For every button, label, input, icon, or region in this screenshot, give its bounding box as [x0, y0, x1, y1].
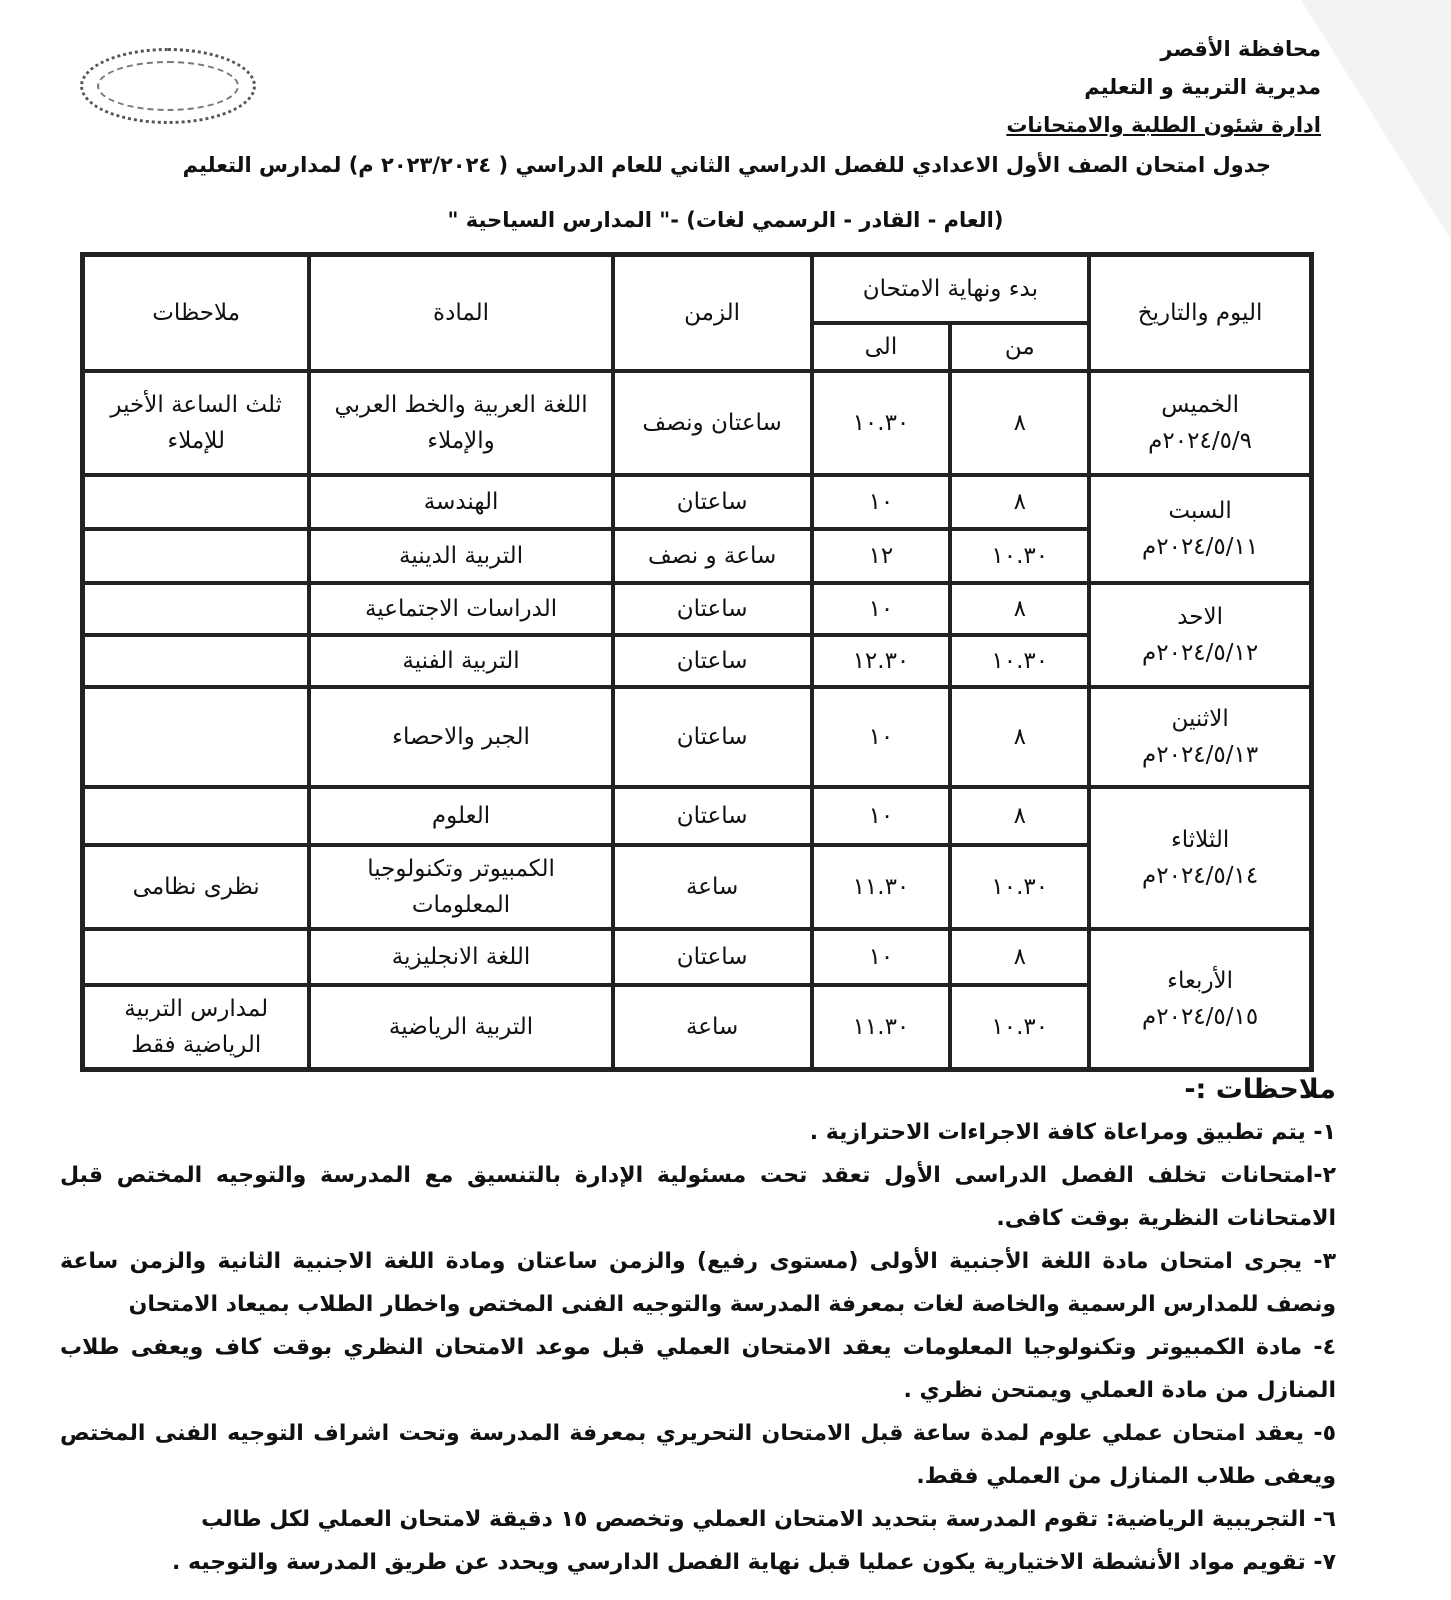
remarks-cell: ثلث الساعة الأخير للإملاء	[83, 371, 309, 475]
notes-heading: ملاحظات :-	[1184, 1074, 1336, 1105]
day-date-cell	[1089, 475, 1311, 583]
subject-cell: الدراسات الاجتماعية	[309, 583, 612, 635]
exam-date: ٢٠٢٤/٥/١٤م	[1141, 863, 1259, 889]
department: ادارة شئون الطلبة والامتحانات	[1006, 113, 1321, 137]
day-date-cell	[1089, 687, 1311, 787]
exam-date: ٢٠٢٤/٥/١٣م	[1141, 742, 1259, 768]
end-time-cell: ١٠	[812, 787, 951, 845]
notes-section	[60, 1068, 1336, 1584]
end-time-cell: ١١.٣٠	[812, 985, 951, 1069]
duration-cell: ساعتان	[613, 929, 812, 985]
subject-cell: الجبر والاحصاء	[309, 687, 612, 787]
duration-cell: ساعة	[613, 985, 812, 1069]
duration-cell: ساعتان	[613, 475, 812, 529]
subject-cell: الهندسة	[309, 475, 612, 529]
duration-cell: ساعتان ونصف	[613, 371, 812, 475]
remarks-cell	[83, 929, 309, 985]
table-row	[83, 787, 1311, 845]
start-time-cell: ١٠.٣٠	[950, 845, 1089, 929]
header-subject: المادة	[309, 255, 612, 371]
exam-date: ٢٠٢٤/٥/٩م	[1148, 428, 1253, 454]
start-time-cell: ٨	[950, 787, 1089, 845]
day-name: السبت	[1168, 498, 1232, 524]
start-time-cell: ٨	[950, 583, 1089, 635]
day-name: الأربعاء	[1167, 968, 1234, 994]
table-header-row	[83, 255, 1311, 323]
note-item: ٤- مادة الكمبيوتر وتكنولوجيا المعلومات يعقد الامتحان العملي قبل موعد الامتحان النظري بوقت كاف ويعفى طلاب المنازل من مادة العملي ويمتحن نظري .	[60, 1335, 1336, 1403]
table-row	[83, 687, 1311, 787]
end-time-cell: ١٠	[812, 929, 951, 985]
subject-cell: التربية الفنية	[309, 635, 612, 687]
end-time-cell: ١٠.٣٠	[812, 371, 951, 475]
duration-cell: ساعتان	[613, 635, 812, 687]
end-time-cell: ١٢	[812, 529, 951, 583]
start-time-cell: ١٠.٣٠	[950, 985, 1089, 1069]
start-time-cell: ١٠.٣٠	[950, 635, 1089, 687]
day-date-cell	[1089, 787, 1311, 929]
end-time-cell: ١٢.٣٠	[812, 635, 951, 687]
day-name: الاثنين	[1171, 706, 1229, 732]
start-time-cell: ١٠.٣٠	[950, 529, 1089, 583]
subject-cell: اللغة العربية والخط العربي والإملاء	[309, 371, 612, 475]
subject-cell: التربية الرياضية	[309, 985, 612, 1069]
exam-date: ٢٠٢٤/٥/١٥م	[1141, 1004, 1259, 1030]
document-title: جدول امتحان الصف الأول الاعدادي للفصل الدراسي الثاني للعام الدراسي ( ٢٠٢٣/٢٠٢٤ م) لمدارس التعليم	[182, 153, 1271, 177]
start-time-cell: ٨	[950, 929, 1089, 985]
header-duration: الزمن	[613, 255, 812, 371]
remarks-cell	[83, 635, 309, 687]
official-seal-icon	[80, 48, 256, 124]
start-time-cell: ٨	[950, 371, 1089, 475]
letterhead	[1006, 30, 1321, 144]
table-row	[83, 929, 1311, 985]
start-time-cell: ٨	[950, 687, 1089, 787]
table-row	[83, 371, 1311, 475]
end-time-cell: ١٠	[812, 475, 951, 529]
day-name: الخميس	[1161, 392, 1239, 418]
end-time-cell: ١١.٣٠	[812, 845, 951, 929]
duration-cell: ساعتان	[613, 687, 812, 787]
note-item: ١- يتم تطبيق ومراعاة كافة الاجراءات الاحترازية .	[809, 1120, 1336, 1145]
table-row	[83, 475, 1311, 529]
note-item: ٢-امتحانات تخلف الفصل الدراسى الأول تعقد تحت مسئولية الإدارة بالتنسيق مع المدرسة والتوجيه المختص قبل الامتحانات النظرية بوقت كافى.	[60, 1163, 1336, 1231]
day-date-cell	[1089, 583, 1311, 687]
note-item: ٥- يعقد امتحان عملي علوم لمدة ساعة قبل الامتحان التحريري بمعرفة المدرسة وتحت اشراف التوجيه الفنى المختص ويعفى طلاب المنازل من العملي فقط.	[60, 1421, 1336, 1489]
header-day-date: اليوم والتاريخ	[1089, 255, 1311, 371]
note-item: ٦- التجريبية الرياضية: تقوم المدرسة بتحديد الامتحان العملي وتخصص ١٥ دقيقة لامتحان العملي لكل طالب	[201, 1507, 1336, 1532]
note-item: ٣- يجرى امتحان مادة اللغة الأجنبية الأولى (مستوى رفيع) والزمن ساعتان ومادة اللغة الاجنبية الثانية والزمن ساعة ونصف للمدارس الرسمية والخاصة لغات بمعرفة المدرسة والتوجيه الفنى المختص واخطار الطلاب بميعاد الامتحان	[60, 1249, 1336, 1317]
remarks-cell	[83, 687, 309, 787]
exam-schedule-table	[80, 252, 1314, 1072]
header-start-end: بدء ونهاية الامتحان	[812, 255, 1090, 323]
document-subtitle: (العام - القادر - الرسمي لغات) -" المدارس السياحية "	[447, 208, 1004, 232]
remarks-cell	[83, 475, 309, 529]
remarks-cell	[83, 529, 309, 583]
remarks-cell	[83, 583, 309, 635]
exam-date: ٢٠٢٤/٥/١١م	[1141, 534, 1259, 560]
day-name: الاحد	[1177, 604, 1223, 630]
subject-cell: اللغة الانجليزية	[309, 929, 612, 985]
day-date-cell	[1089, 371, 1311, 475]
header-notes: ملاحظات	[83, 255, 309, 371]
header-to: الى	[812, 323, 951, 371]
remarks-cell	[83, 787, 309, 845]
remarks-cell: لمدارس التربية الرياضية فقط	[83, 985, 309, 1069]
duration-cell: ساعة	[613, 845, 812, 929]
start-time-cell: ٨	[950, 475, 1089, 529]
header-from: من	[950, 323, 1089, 371]
end-time-cell: ١٠	[812, 687, 951, 787]
note-item: ٧- تقويم مواد الأنشطة الاختيارية يكون عمليا قبل نهاية الفصل الدارسي ويحدد عن طريق المدرسة والتوجيه .	[171, 1550, 1336, 1575]
governorate: محافظة الأقصر	[1160, 37, 1321, 61]
duration-cell: ساعة و نصف	[613, 529, 812, 583]
table-row	[83, 583, 1311, 635]
day-name: الثلاثاء	[1170, 827, 1230, 853]
subject-cell: التربية الدينية	[309, 529, 612, 583]
day-date-cell	[1089, 929, 1311, 1069]
duration-cell: ساعتان	[613, 787, 812, 845]
remarks-cell: نظرى نظامى	[83, 845, 309, 929]
end-time-cell: ١٠	[812, 583, 951, 635]
duration-cell: ساعتان	[613, 583, 812, 635]
subject-cell: الكمبيوتر وتكنولوجيا المعلومات	[309, 845, 612, 929]
exam-date: ٢٠٢٤/٥/١٢م	[1141, 640, 1259, 666]
page-fold-corner	[1301, 0, 1451, 240]
directorate: مديرية التربية و التعليم	[1084, 75, 1321, 99]
subject-cell: العلوم	[309, 787, 612, 845]
